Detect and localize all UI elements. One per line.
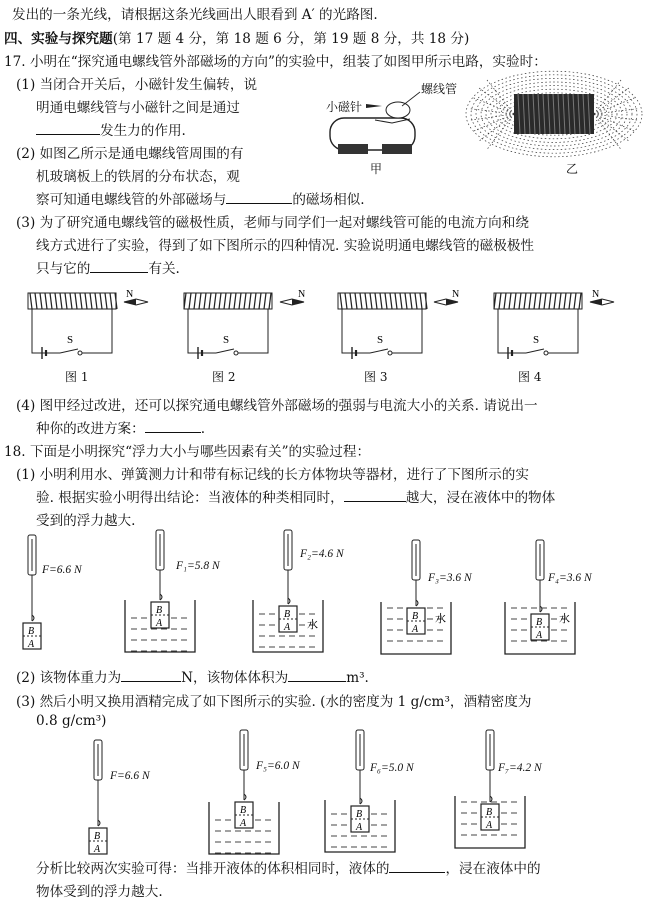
circuit-figure — [20, 285, 160, 365]
block-label: B — [486, 807, 493, 818]
fig1-caption: 图 1 — [65, 370, 89, 384]
compass-needle — [124, 289, 148, 305]
compass-needle — [434, 289, 459, 305]
fig4-caption: 图 4 — [518, 370, 542, 384]
top-line: 发出的一条光线，请根据这条光线画出人眼看到 A′ 的光路图. — [12, 7, 378, 23]
block-label: A — [412, 624, 419, 635]
spring-scale-setup — [66, 740, 186, 860]
block-label: A — [356, 822, 363, 833]
switch — [216, 349, 234, 353]
block — [151, 602, 169, 629]
block-label: A — [156, 618, 163, 629]
water-label: 水 — [435, 612, 446, 625]
q18-p1-line2 — [36, 486, 555, 506]
circuit-figure — [176, 285, 316, 365]
force-label: F₁=5.8 N — [176, 560, 220, 572]
answer-blank[interactable] — [389, 859, 445, 873]
block-label: B — [356, 809, 363, 820]
compass-needle — [590, 289, 614, 305]
circuit-wire — [498, 309, 578, 353]
q18-conclusion-line1 — [36, 857, 541, 877]
q18-conclusion-head: 分析比较两次实验可得：当排开液体的体积相同时，液体的 — [36, 861, 390, 877]
pole-label: N — [452, 289, 460, 300]
q18-p2-head: (2) 该物体重力为 — [16, 670, 122, 686]
circuit-wire — [342, 309, 422, 353]
q17-p2-line1: (2) 如图乙所示是通电螺线管周围的有 — [16, 146, 244, 162]
answer-blank[interactable] — [36, 121, 100, 135]
block — [351, 806, 369, 833]
spring-scale-setup — [0, 535, 120, 655]
q17-p3-head: 只与它的 — [36, 261, 91, 277]
block-label: A — [284, 622, 291, 633]
q17-p2-head: 察可知通电螺线管的外部磁场与 — [36, 192, 227, 208]
block — [23, 623, 41, 650]
caption-jia: 甲 — [370, 162, 383, 176]
block-label: B — [156, 605, 163, 616]
switch-contact — [544, 351, 548, 355]
force-label: F₄=3.6 N — [548, 572, 592, 584]
switch-contact — [78, 351, 82, 355]
solenoid-coil — [28, 293, 117, 309]
q18-p3-line2: 0.8 g/cm³) — [36, 713, 107, 729]
spring-scale-setup — [200, 730, 320, 850]
compass-needle — [280, 289, 305, 305]
block-label: A — [28, 639, 35, 650]
force-label: F=6.6 N — [42, 564, 82, 576]
q17-p1-line1: (1) 当闭合开关后，小磁针发生偏转，说 — [16, 77, 258, 93]
section-note: (第 17 题 4 分，第 18 题 6 分，第 19 题 8 分，共 18 分) — [112, 31, 470, 47]
q18-p1-tail: 越大，浸在液体中的物体 — [405, 490, 556, 506]
block-label: A — [240, 818, 247, 829]
q17-p4-line2 — [36, 417, 205, 437]
block — [407, 608, 425, 635]
spring-scale-setup — [120, 530, 240, 650]
block — [531, 614, 549, 641]
q18-p1-line1: (1) 小明利用水、弹簧测力计和带有标记线的长方体物块等器材，进行了下图所示的实 — [16, 467, 529, 483]
caption-yi: 乙 — [566, 162, 579, 176]
q17-p2-line2: 机玻璃板上的铁屑的分布状态，观 — [36, 169, 240, 185]
answer-blank[interactable] — [288, 668, 346, 682]
label-needle: 小磁针 — [326, 100, 363, 114]
block — [235, 802, 253, 829]
force-label: F₅=6.0 N — [256, 760, 300, 772]
water-label: 水 — [307, 618, 318, 631]
q17-p1-line2: 明通电螺线管与小磁针之间是通过 — [36, 100, 240, 116]
block — [279, 606, 297, 633]
switch-label: S — [223, 334, 230, 346]
section-header — [4, 27, 469, 47]
answer-blank[interactable] — [145, 419, 201, 433]
switch — [370, 349, 388, 353]
solenoid-coil — [338, 293, 427, 309]
q17-p3-line3 — [36, 257, 180, 277]
fig2-caption: 图 2 — [212, 370, 236, 384]
switch-label: S — [533, 334, 540, 346]
q18-stem: 18. 下面是小明探究“浮力大小与哪些因素有关”的实验过程： — [4, 444, 371, 460]
q18-p1-line3: 受到的浮力越大. — [36, 513, 136, 529]
q18-p2-mid: N，该物体体积为 — [181, 670, 289, 686]
force-label: F₇=4.2 N — [498, 762, 542, 774]
q18-p1-head: 验. 根据实验小明得出结论：当液体的种类相同时， — [36, 490, 344, 506]
q17-p4-head: 种你的改进方案： — [36, 421, 145, 437]
label-solenoid: 螺线管 — [421, 82, 458, 96]
answer-blank[interactable] — [226, 190, 292, 204]
q17-p1-tail: 发生力的作用. — [100, 123, 186, 139]
switch — [526, 349, 544, 353]
q18-conclusion-mid: ，浸在液体中的 — [445, 861, 541, 877]
block-label: B — [94, 831, 101, 842]
solenoid-coil — [184, 293, 272, 309]
q18-conclusion-line2: 物体受到的浮力越大. — [36, 884, 163, 900]
q17-p2-tail: 的磁场相似. — [292, 192, 365, 208]
answer-blank[interactable] — [344, 488, 406, 502]
switch-contact — [388, 351, 392, 355]
fig3-caption: 图 3 — [364, 370, 388, 384]
spring-scale-setup — [370, 540, 490, 660]
q17-stem: 17. 小明在“探究通电螺线管外部磁场的方向”的实验中，组装了如图甲所示电路，实验时： — [4, 54, 547, 70]
answer-blank[interactable] — [90, 259, 148, 273]
block-label: B — [284, 609, 291, 620]
block — [89, 828, 107, 855]
spring-scale-setup — [444, 730, 564, 850]
spring-scale-setup — [316, 730, 436, 850]
q17-p3-line1: (3) 为了研究通电螺线管的磁极性质，老师与同学们一起对螺线管可能的电流方向和绕 — [16, 215, 529, 231]
block-label: B — [536, 617, 543, 628]
q17-p1-line3 — [36, 119, 186, 139]
answer-blank[interactable] — [121, 668, 181, 682]
switch — [60, 349, 78, 353]
figure-yi-filings — [462, 72, 652, 160]
switch-label: S — [377, 334, 384, 346]
switch-contact — [234, 351, 238, 355]
pole-label: N — [592, 289, 600, 300]
spring-scale-setup — [494, 540, 614, 660]
section-title: 四、实验与探究题 — [4, 31, 113, 47]
q18-p2-tail: m³. — [346, 670, 369, 686]
q17-p3-line2: 线方式进行了实验，得到了如下图所示的四种情况. 实验说明通电螺线管的磁极极性 — [36, 238, 535, 254]
circuit-figure — [486, 285, 626, 365]
circuit-figure — [330, 285, 470, 365]
force-label: F₃=3.6 N — [428, 572, 472, 584]
q17-p2-line3 — [36, 188, 365, 208]
block-label: B — [412, 611, 419, 622]
q18-p3-line1: (3) 然后小明又换用酒精完成了如下图所示的实验. (水的密度为 1 g/cm³，酒精密度为 — [16, 694, 532, 710]
force-label: F₂=4.6 N — [300, 548, 344, 560]
pole-label: N — [126, 289, 134, 300]
q18-p2 — [16, 666, 369, 686]
q17-p4-tail: . — [200, 421, 206, 437]
pole-label: N — [298, 289, 306, 300]
block-label: A — [486, 820, 493, 831]
water-label: 水 — [559, 612, 570, 625]
block — [481, 804, 499, 831]
solenoid-coil — [494, 293, 582, 309]
force-label: F₆=5.0 N — [370, 762, 414, 774]
force-label: F=6.6 N — [110, 770, 150, 782]
block-label: B — [28, 626, 35, 637]
switch-label: S — [67, 334, 74, 346]
block-label: A — [94, 844, 101, 855]
circuit-wire — [32, 309, 112, 353]
block-label: B — [240, 805, 247, 816]
q17-p4-line1: (4) 图甲经过改进，还可以探究通电螺线管外部磁场的强弱与电流大小的关系. 请说出一 — [16, 398, 538, 414]
block-label: A — [536, 630, 543, 641]
q17-p3-tail: 有关. — [148, 261, 180, 277]
circuit-wire — [188, 309, 268, 353]
